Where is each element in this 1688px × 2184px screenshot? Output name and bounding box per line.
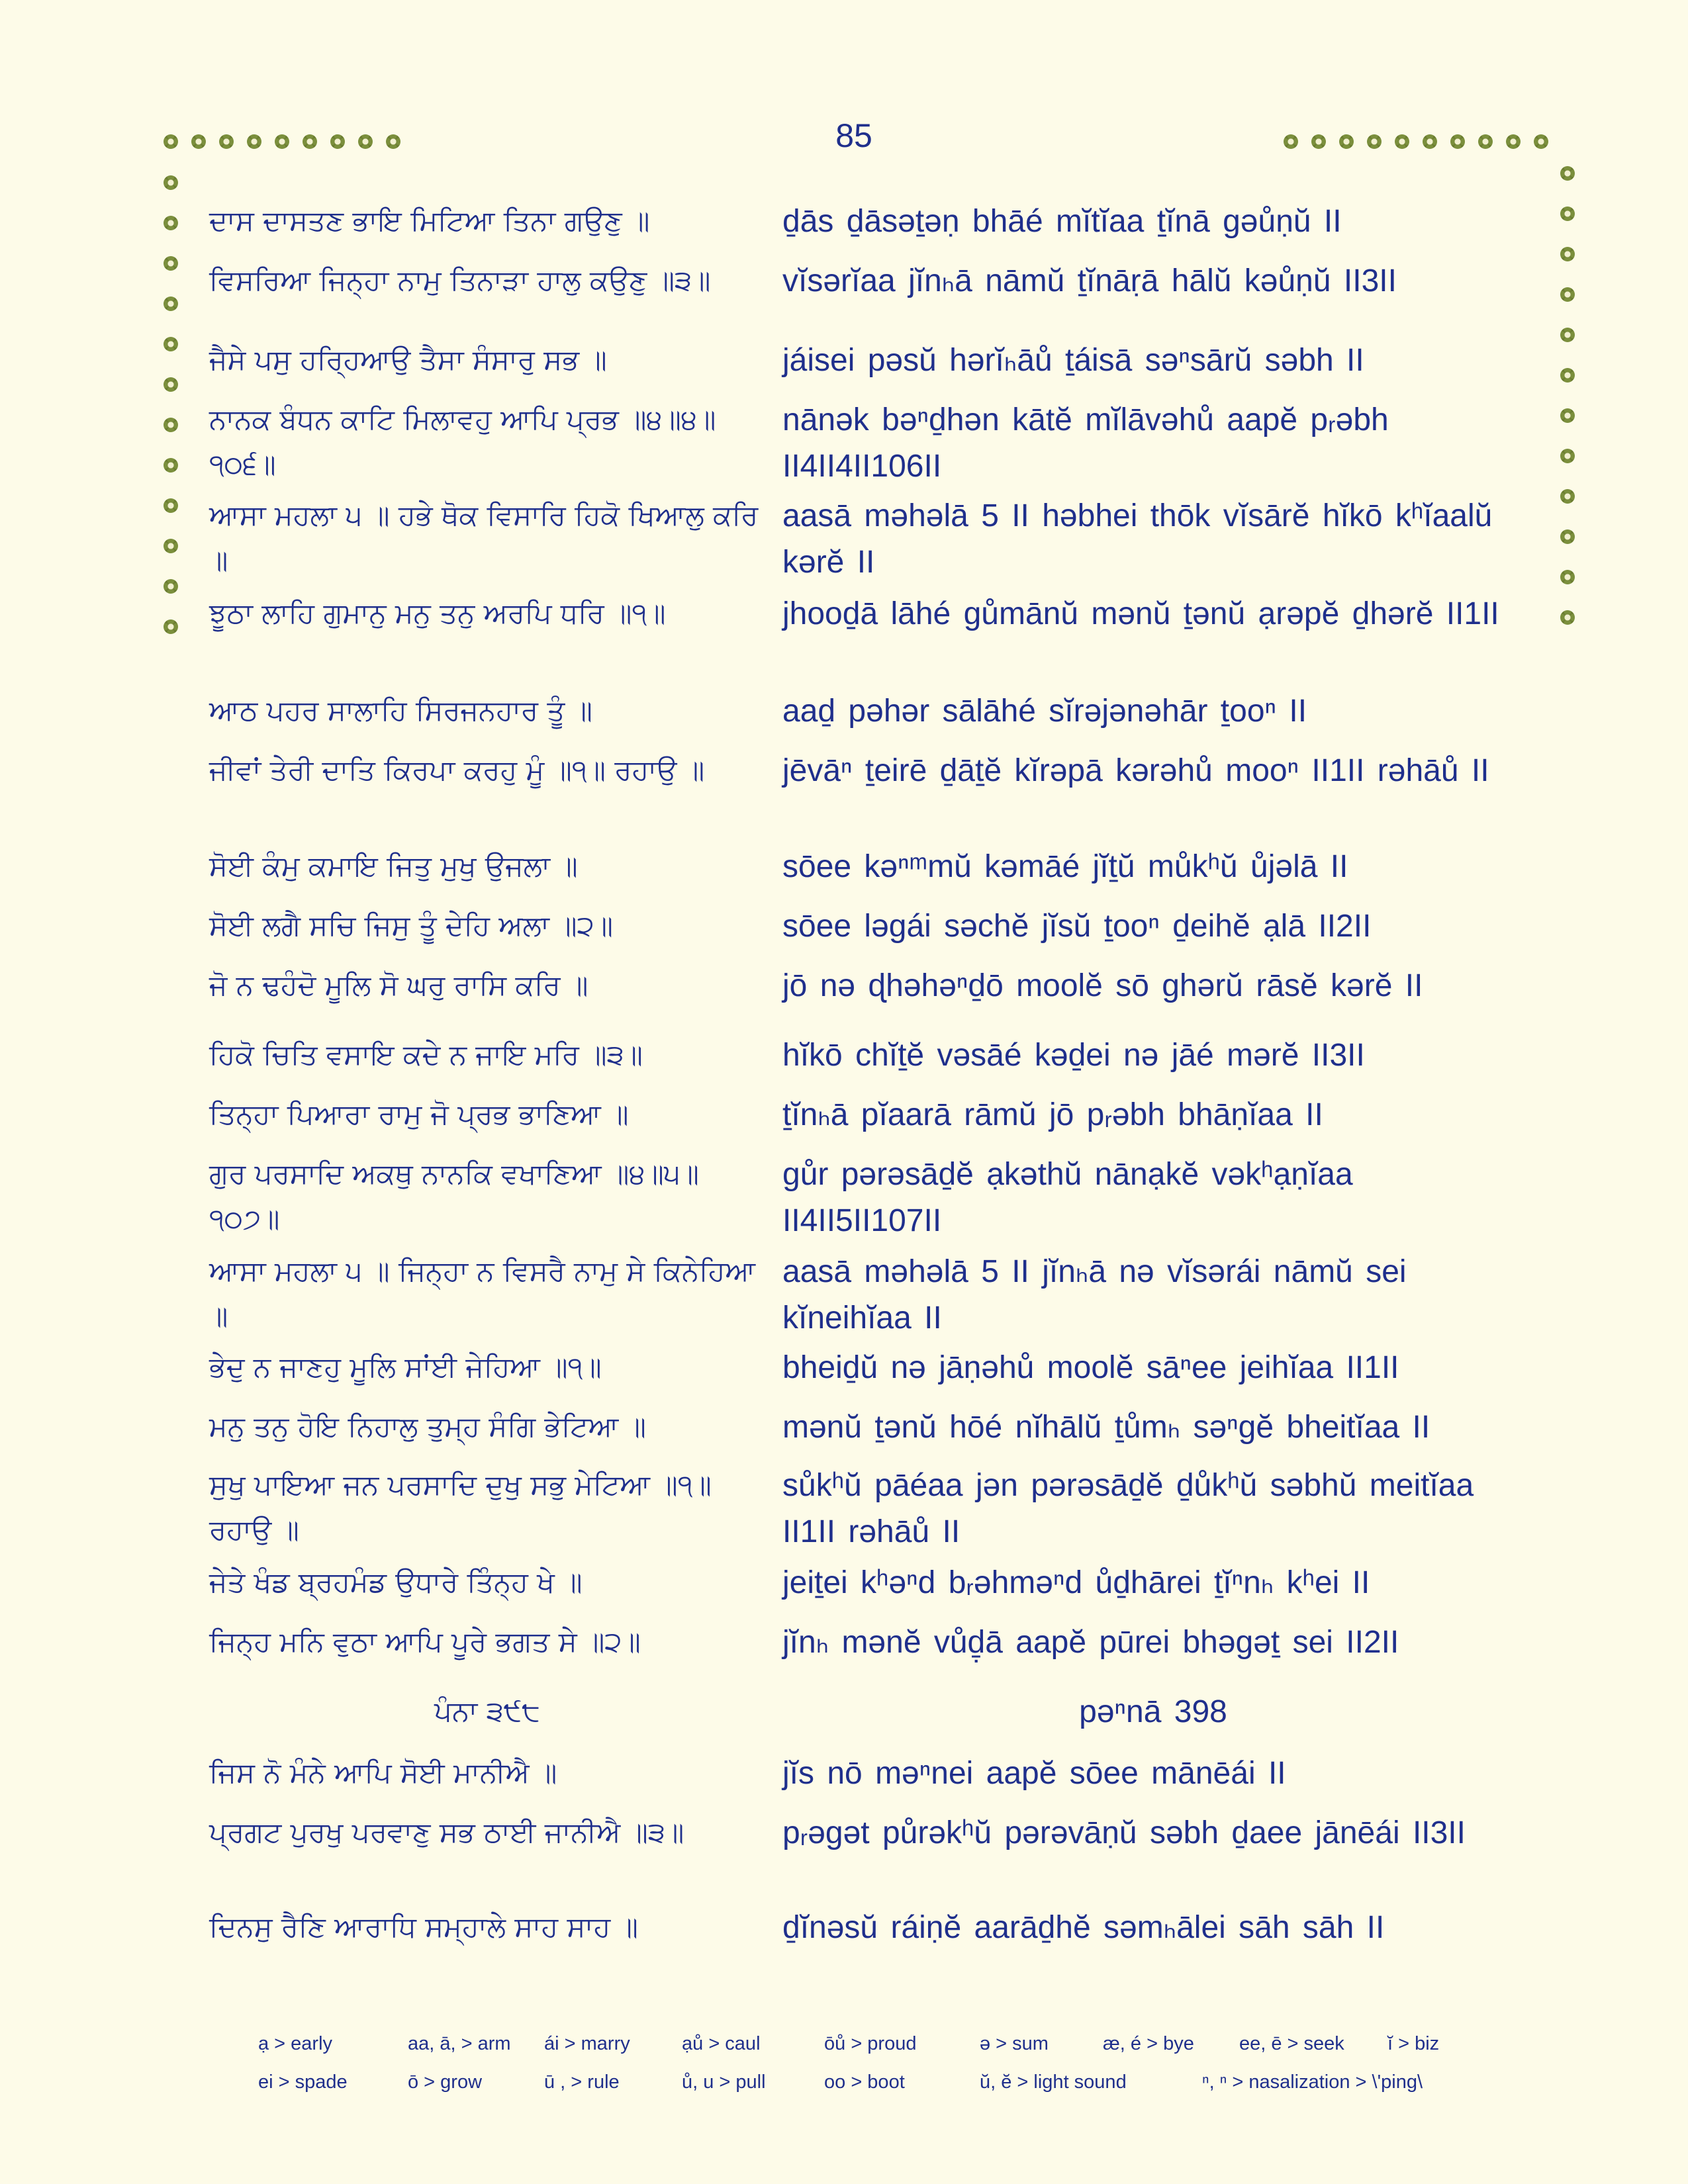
flower-ornament-icon — [1558, 164, 1577, 183]
transliteration-text: jēvāⁿ ṯeirē ḏāṯĕ kĭrəpā kərəhů mooⁿ II1II rəhāů II — [782, 753, 1489, 788]
flower-ornament-icon — [1421, 132, 1439, 151]
legend-item: ee, ē > seek — [1239, 2033, 1344, 2054]
flower-ornament-icon — [328, 132, 347, 151]
transliteration-text: bheiḏŭ nə jāṇəhů moolĕ sāⁿee jeihĭaa II1II — [782, 1350, 1399, 1385]
flower-ornament-icon — [217, 132, 236, 151]
flower-ornament-icon — [1558, 326, 1577, 344]
transliteration-text: ḏĭnəsŭ ráiṇĕ aarāḏhĕ səmₕālei sāh sāh II — [782, 1910, 1385, 1945]
flower-ornament-icon — [384, 132, 402, 151]
flower-ornament-icon — [1532, 132, 1550, 151]
flower-ornament-icon — [1337, 132, 1356, 151]
gurmukhi-text: ਭੇਦੁ ਨ ਜਾਣਹੁ ਮੂਲਿ ਸਾਂਈ ਜੇਹਿਆ ॥੧॥ — [209, 1351, 602, 1383]
gurmukhi-text: ਪ੍ਰਗਟ ਪੁਰਖੁ ਪਰਵਾਣੁ ਸਭ ਠਾਈ ਜਾਨੀਐ ॥੩॥ — [209, 1816, 684, 1848]
page-number: 85 — [835, 117, 872, 154]
flower-ornament-icon — [189, 132, 208, 151]
transliteration-text: gůr pərəsāḏĕ ạkəthŭ nānạkĕ vəkʰạṇĭaa II4II5II107II — [782, 1157, 1353, 1238]
flower-ornament-icon — [162, 132, 180, 151]
transliteration-text: hĭkō chĭṯĕ vəsāé kəḏei nə jāé mərĕ II3II — [782, 1038, 1365, 1073]
flower-ornament-icon — [162, 295, 180, 313]
gurmukhi-text: ਦਿਨਸੁ ਰੈਣਿ ਆਰਾਧਿ ਸਮ੍ਹਾਲੇ ਸਾਹ ਸਾਹ ॥ — [209, 1911, 638, 1943]
transliteration-text: aasā məhəlā 5 II jĭnₕā nə vĭsərái nāmŭ sei kĭneihĭaa II — [782, 1254, 1407, 1336]
transliteration-text: aaḏ pəhər sālāhé sĭrəjənəhār ṯooⁿ II — [782, 694, 1307, 729]
transliteration-text: jĭnₕ mənĕ vůḏ̣ā aapĕ pūrei bhəgəṯ sei II2II — [782, 1625, 1399, 1660]
flower-ornament-icon — [1282, 132, 1300, 151]
flower-ornament-icon — [1309, 132, 1328, 151]
flower-ornament-icon — [1558, 527, 1577, 546]
gurmukhi-text: ਜਿਸ ਨੋ ਮੰਨੇ ਆਪਿ ਸੋਈ ਮਾਨੀਐ ॥ — [209, 1756, 557, 1789]
legend-item: aa, ā, > arm — [408, 2033, 511, 2054]
legend-item: ŭ, ĕ > light sound — [980, 2071, 1127, 2093]
transliteration-text: jhooḏā lāhé gůmānŭ mənŭ ṯənŭ ạrəpĕ ḏhərĕ II1II — [782, 596, 1499, 631]
legend-item: ū , > rule — [544, 2071, 620, 2093]
legend-item: ō > grow — [408, 2071, 483, 2093]
flower-ornament-icon — [1558, 447, 1577, 465]
gurmukhi-text: ਗੁਰ ਪਰਸਾਦਿ ਅਕਥੁ ਨਾਨਕਿ ਵਖਾਣਿਆ ॥੪॥੫॥੧੦੭॥ — [209, 1158, 699, 1235]
legend-row — [258, 2033, 1489, 2071]
gurmukhi-text: ਆਸਾ ਮਹਲਾ ੫ ॥ ਹਭੇ ਥੋਕ ਵਿਸਾਰਿ ਹਿਕੋ ਖਿਆਲੁ ਕਰਿ ॥ — [209, 499, 759, 576]
gurmukhi-text: ਝੂਠਾ ਲਾਹਿ ਗੁਮਾਨੁ ਮਨੁ ਤਨੁ ਅਰਪਿ ਧਰਿ ॥੧॥ — [209, 597, 666, 629]
flower-ornament-icon — [245, 132, 263, 151]
transliteration-text: aasā məhəlā 5 II həbhei thōk vĭsārĕ hĭkō kʰĭaalŭ kərĕ II — [782, 498, 1493, 580]
flower-ornament-icon — [356, 132, 375, 151]
flower-ornament-icon — [273, 132, 291, 151]
gurmukhi-text: ਸੁਖੁ ਪਾਇਆ ਜਨ ਪਰਸਾਦਿ ਦੁਖੁ ਸਭੁ ਮੇਟਿਆ ॥੧॥ ਰਹਾਉ ॥ — [209, 1469, 712, 1546]
transliteration-text: mənŭ ṯənŭ hōé nĭhālŭ ṯůmₕ səⁿgĕ bheitĭaa II — [782, 1410, 1430, 1445]
flower-ornament-icon — [162, 496, 180, 515]
gurmukhi-page-marker: ਪੰਨਾ ੩੯੮ — [434, 1695, 541, 1727]
flower-ornament-icon — [1558, 366, 1577, 385]
transliteration-text: ḏās ḏāsəṯəṇ bhāé mĭtĭaa ṯĭnā gəůṇŭ II — [782, 204, 1342, 239]
legend-item: ái > marry — [544, 2033, 630, 2054]
flower-ornament-icon — [162, 254, 180, 273]
transliteration-text: sōee kəⁿᵐmŭ kəmāé jĭṯŭ můkʰŭ ůjəlā II — [782, 849, 1348, 884]
flower-ornament-icon — [162, 456, 180, 475]
legend-item: æ, é > bye — [1103, 2033, 1194, 2054]
transliteration-text: sōee ləgái səchĕ jĭsŭ ṯooⁿ ḏeihĕ ạlā II2II — [782, 909, 1372, 944]
transliteration-text: vĭsərĭaa jĭnₕā nāmŭ ṯĭnāṛā hālŭ kəůṇŭ II3II — [782, 263, 1397, 298]
flower-ornament-icon — [162, 577, 180, 596]
transliteration-text: jĭs nō məⁿnei aapĕ sōee mānēái II — [782, 1756, 1286, 1791]
gurmukhi-text: ਜੀਵਾਂ ਤੇਰੀ ਦਾਤਿ ਕਿਰਪਾ ਕਰਹੁ ਮੂੰ ॥੧॥ ਰਹਾਉ ॥ — [209, 754, 705, 786]
transliteration-text: pᵣəgət půrəkʰŭ pərəvāṇŭ səbh ḏaee jānēái II3II — [782, 1815, 1466, 1850]
transliteration-page-marker: pəⁿnā 398 — [1079, 1694, 1227, 1729]
gurmukhi-text: ਮਨੁ ਤਨੁ ਹੋਇ ਨਿਹਾਲੁ ਤੁਮ੍ਹ ਸੰਗਿ ਭੇਟਿਆ ॥ — [209, 1410, 646, 1443]
pronunciation-legend — [258, 2033, 1489, 2110]
flower-ornament-icon — [1558, 608, 1577, 627]
gurmukhi-text: ਜਿਨ੍ਹ ਮਨਿ ਵੁਠਾ ਆਪਿ ਪੂਰੇ ਭਗਤ ਸੇ ॥੨॥ — [209, 1625, 641, 1658]
flower-ornament-icon — [162, 537, 180, 555]
flower-ornament-icon — [162, 335, 180, 353]
flower-ornament-icon — [162, 214, 180, 232]
flower-ornament-icon — [1558, 245, 1577, 263]
flower-border-top-left — [162, 132, 402, 151]
gurmukhi-text: ਸੋਈ ਕੰਮੁ ਕਮਾਇ ਜਿਤੁ ਮੁਖੁ ਉਜਲਾ ॥ — [209, 850, 578, 882]
transliteration-text: nānək bəⁿḏhən kātĕ mĭlāvəhů aapĕ pᵣəbh II4II4II106II — [782, 402, 1389, 484]
gurmukhi-text: ਆਠ ਪਹਰ ਸਾਲਾਹਿ ਸਿਰਜਨਹਾਰ ਤੂੰ ॥ — [209, 694, 592, 727]
flower-ornament-icon — [1393, 132, 1411, 151]
transliteration-text: jō nə ɖhəhəⁿḏō moolĕ sō ghərŭ rāsĕ kərĕ II — [782, 968, 1423, 1003]
legend-row — [258, 2071, 1489, 2110]
flower-ornament-icon — [301, 132, 319, 151]
transliteration-text: jáisei pəsŭ hərĭₕāů ṯáisā səⁿsārŭ səbh II — [782, 343, 1364, 378]
flower-ornament-icon — [1558, 285, 1577, 304]
gurmukhi-text: ਤਿਨ੍ਹਾ ਪਿਆਰਾ ਰਾਮੁ ਜੋ ਪ੍ਰਭ ਭਾਣਿਆ ॥ — [209, 1098, 629, 1130]
legend-item: ə > sum — [980, 2033, 1049, 2054]
legend-item: ōů > proud — [824, 2033, 917, 2054]
gurmukhi-text: ਵਿਸਰਿਆ ਜਿਨ੍ਹਾ ਨਾਮੁ ਤਿਨਾੜਾ ਹਾਲੁ ਕਉਣੁ ॥੩॥ — [209, 264, 711, 296]
gurmukhi-text: ਹਿਕੋ ਚਿਤਿ ਵਸਾਇ ਕਦੇ ਨ ਜਾਇ ਮਰਿ ॥੩॥ — [209, 1038, 643, 1071]
legend-item: ⁿ, ⁿ > nasalization > \'ping\ — [1202, 2071, 1423, 2093]
flower-ornament-icon — [162, 416, 180, 434]
legend-item: ĭ > biz — [1387, 2033, 1440, 2054]
transliteration-text: jeiṯei kʰəⁿd bᵣəhməⁿd ůḏhārei ṯĭⁿnₕ kʰei II — [782, 1565, 1370, 1600]
legend-item: ạů > caul — [682, 2033, 761, 2054]
flower-ornament-icon — [162, 173, 180, 192]
flower-ornament-icon — [1558, 568, 1577, 586]
flower-ornament-icon — [1448, 132, 1467, 151]
flower-ornament-icon — [1476, 132, 1495, 151]
legend-item: ei > spade — [258, 2071, 348, 2093]
legend-item: ů, u > pull — [682, 2071, 766, 2093]
gurmukhi-text: ਸੋਈ ਲਗੈ ਸਚਿ ਜਿਸੁ ਤੂੰ ਦੇਹਿ ਅਲਾ ॥੨॥ — [209, 909, 614, 942]
flower-ornament-icon — [1365, 132, 1383, 151]
flower-border-right — [1558, 164, 1577, 627]
legend-item: oo > boot — [824, 2071, 905, 2093]
flower-ornament-icon — [162, 375, 180, 394]
gurmukhi-text: ਜੋ ਨ ਢਹੰਦੋ ਮੂਲਿ ਸੋ ਘਰੁ ਰਾਸਿ ਕਰਿ ॥ — [209, 969, 588, 1001]
gurmukhi-text: ਆਸਾ ਮਹਲਾ ੫ ॥ ਜਿਨ੍ਹਾ ਨ ਵਿਸਰੈ ਨਾਮੁ ਸੇ ਕਿਨੇਹਿਆ ॥ — [209, 1255, 756, 1332]
flower-ornament-icon — [1558, 487, 1577, 506]
legend-item: ạ > early — [258, 2033, 333, 2054]
transliteration-text: ṯĭnₕā pĭaarā rāmŭ jō pᵣəbh bhāṇĭaa II — [782, 1097, 1323, 1132]
gurmukhi-text: ਜੈਸੇ ਪਸੁ ਹਰ੍ਹਿਆਉ ਤੈਸਾ ਸੰਸਾਰੁ ਸਭ ॥ — [209, 343, 607, 376]
transliteration-text: sůkʰŭ pāéaa jən pərəsāḏĕ ḏůkʰŭ səbhŭ meitĭaa II1II rəhāů II — [782, 1468, 1474, 1549]
flower-ornament-icon — [162, 617, 180, 636]
flower-border-top-right — [1282, 132, 1550, 151]
gurmukhi-text: ਜੇਤੇ ਖੰਡ ਬ੍ਰਹਮੰਡ ਉਧਾਰੇ ਤਿੰਨ੍ਹ ਖੇ ॥ — [209, 1566, 583, 1598]
gurmukhi-text: ਨਾਨਕ ਬੰਧਨ ਕਾਟਿ ਮਿਲਾਵਹੁ ਆਪਿ ਪ੍ਰਭ ॥੪॥੪॥੧੦੬॥ — [209, 403, 716, 480]
flower-ornament-icon — [1558, 205, 1577, 223]
flower-ornament-icon — [1504, 132, 1523, 151]
flower-border-left — [162, 173, 180, 636]
gurmukhi-text: ਦਾਸ ਦਾਸਤਣ ਭਾਇ ਮਿਟਿਆ ਤਿਨਾ ਗਉਣੁ ॥ — [209, 205, 650, 237]
flower-ornament-icon — [1558, 406, 1577, 425]
